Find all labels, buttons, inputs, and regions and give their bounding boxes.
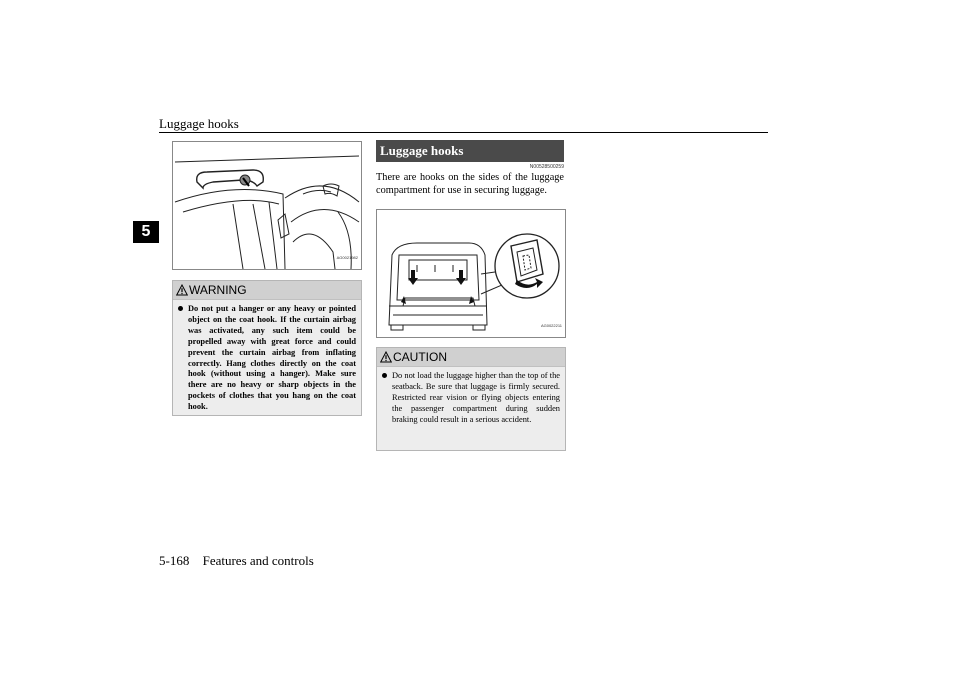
caution-text: Do not load the luggage higher than the top of the seatback. Be sure that luggage is firmly secured. Restricted rear vision or flying objects entering the passenger compartment during sudden braking could result in a serious accident. — [392, 371, 560, 424]
caution-header — [377, 348, 565, 367]
page-header-title: Luggage hooks — [159, 116, 239, 131]
bullet-icon — [382, 373, 387, 378]
header-rule — [159, 132, 768, 133]
figure-code: AG0021982 — [336, 255, 358, 260]
section-body-text: There are hooks on the sides of the luggage compartment for use in securing luggage. — [376, 172, 564, 196]
page-number: 5-168 — [159, 553, 190, 568]
warning-text: Do not put a hanger or any heavy or pointed object on the coat hook. If the curtain airbag was activated, any such item could be propelled away with great force and could prevent the curtain airbag from inflating correctly. Hang clothes directly on the coat hook (without using a hanger). Make sure there are no heavy or sharp objects in the pockets of clothes that you hang on the coat hook. — [188, 304, 356, 412]
section-title: Luggage hooks — [376, 140, 564, 162]
luggage-hooks-illustration — [376, 209, 566, 338]
caution-triangle-icon — [380, 351, 392, 363]
warning-box — [172, 280, 362, 416]
chapter-tab: 5 — [133, 221, 159, 243]
bullet-icon — [178, 306, 183, 311]
coat-hook-drawing — [173, 142, 361, 269]
luggage-compartment-drawing — [377, 210, 565, 337]
caution-box — [376, 347, 566, 451]
warning-header — [173, 281, 361, 300]
section-ref-code: N00528500259 — [529, 164, 564, 170]
caution-heading: CAUTION — [393, 350, 447, 364]
footer-section-name: Features and controls — [202, 553, 314, 568]
warning-triangle-icon — [176, 284, 188, 296]
coat-hook-illustration — [172, 141, 362, 270]
warning-heading: WARNING — [189, 283, 247, 297]
page-footer — [159, 553, 314, 569]
figure-code: AG0022211 — [540, 323, 562, 328]
